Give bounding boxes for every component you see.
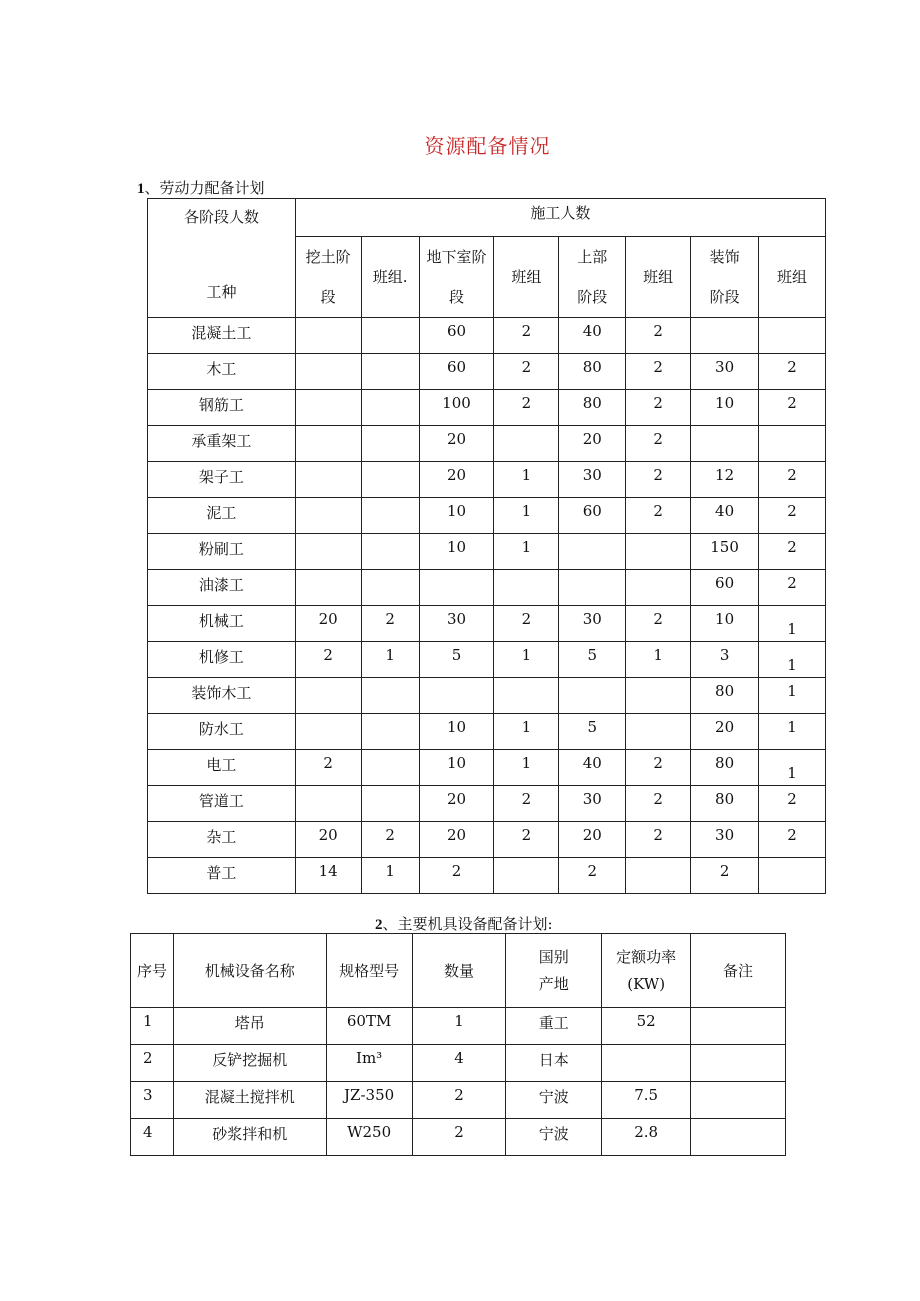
equipment-origin: 宁波 xyxy=(506,1119,602,1156)
table-row xyxy=(148,642,826,678)
table-cell xyxy=(295,534,361,570)
table-cell xyxy=(494,570,559,606)
table-cell: 5 xyxy=(559,714,626,750)
section-label: 、主要机具设备配备计划: xyxy=(382,915,553,933)
table-row xyxy=(148,498,826,534)
table-cell: 1 xyxy=(494,642,559,678)
equipment-remark xyxy=(691,1119,786,1156)
table-cell: 10 xyxy=(419,534,494,570)
table-cell: 2 xyxy=(691,858,759,894)
table-cell: 2 xyxy=(494,354,559,390)
table-cell: 80 xyxy=(691,750,759,786)
table-cell: 2 xyxy=(361,606,419,642)
table-cell: 2 xyxy=(494,318,559,354)
table-cell: 2 xyxy=(759,822,826,858)
table-cell xyxy=(759,426,826,462)
table-cell: 1 xyxy=(361,642,419,678)
table-cell: 2 xyxy=(759,390,826,426)
stage-header xyxy=(361,237,419,318)
equipment-name: 砂浆拌和机 xyxy=(173,1119,326,1156)
table-cell: 20 xyxy=(559,822,626,858)
table-cell: 20 xyxy=(419,786,494,822)
equipment-qty: 1 xyxy=(412,1008,506,1045)
table-cell: 10 xyxy=(419,750,494,786)
stage-header xyxy=(759,237,826,318)
equipment-no: 1 xyxy=(131,1008,174,1045)
section-label: 、劳动力配备计划 xyxy=(144,179,265,197)
table-cell: 2 xyxy=(626,822,691,858)
table-cell: 2 xyxy=(759,498,826,534)
table-cell xyxy=(361,354,419,390)
stage-header-line2: 阶段 xyxy=(577,288,608,306)
table-cell: 12 xyxy=(691,462,759,498)
equipment-power xyxy=(602,1045,691,1082)
table-cell: 2 xyxy=(759,570,826,606)
table-cell: 2 xyxy=(559,858,626,894)
equipment-qty: 2 xyxy=(412,1082,506,1119)
equipment-name: 反铲挖掘机 xyxy=(173,1045,326,1082)
stage-header xyxy=(691,237,759,318)
corner-top-label: 各阶段人数 xyxy=(183,208,259,226)
table-cell xyxy=(494,426,559,462)
table-cell: 2 xyxy=(626,426,691,462)
stage-header-line1: 装饰 xyxy=(709,248,740,266)
table-cell: 1 xyxy=(759,750,826,786)
table-cell: 5 xyxy=(419,642,494,678)
trade-name: 机修工 xyxy=(148,642,296,678)
table-cell xyxy=(626,534,691,570)
table-cell xyxy=(559,570,626,606)
table-cell xyxy=(494,858,559,894)
trade-name: 木工 xyxy=(148,354,296,390)
table-row xyxy=(148,570,826,606)
table-cell: 60 xyxy=(559,498,626,534)
table-cell xyxy=(494,678,559,714)
table-row xyxy=(148,822,826,858)
table-cell xyxy=(295,426,361,462)
section-number: 2 xyxy=(375,917,383,933)
table-row xyxy=(131,1045,786,1082)
table-cell: 2 xyxy=(626,786,691,822)
table-row xyxy=(148,786,826,822)
equipment-power: 2.8 xyxy=(602,1119,691,1156)
table-cell: 2 xyxy=(361,822,419,858)
table-cell xyxy=(759,858,826,894)
table-cell: 40 xyxy=(559,750,626,786)
table-cell: 2 xyxy=(626,606,691,642)
equipment-origin: 宁波 xyxy=(506,1082,602,1119)
table-cell: 10 xyxy=(691,390,759,426)
equipment-remark xyxy=(691,1082,786,1119)
table-cell: 2 xyxy=(626,318,691,354)
table-cell: 3 xyxy=(691,642,759,678)
section-number: 1 xyxy=(137,181,145,197)
table-cell: 2 xyxy=(295,750,361,786)
table-cell: 2 xyxy=(626,354,691,390)
table-cell xyxy=(295,390,361,426)
trade-name: 装饰木工 xyxy=(148,678,296,714)
equipment-model: JZ-350 xyxy=(326,1082,412,1119)
stage-header xyxy=(419,237,494,318)
equipment-model: 60TM xyxy=(326,1008,412,1045)
table-cell: 20 xyxy=(419,426,494,462)
stage-header xyxy=(626,237,691,318)
equipment-origin: 日本 xyxy=(506,1045,602,1082)
trade-name: 泥工 xyxy=(148,498,296,534)
stage-header-line2: 段 xyxy=(448,288,464,306)
stage-header-line1: 上部 xyxy=(577,248,608,266)
table-cell xyxy=(361,786,419,822)
table-cell: 20 xyxy=(295,606,361,642)
table-row xyxy=(131,1082,786,1119)
equipment-name: 混凝土搅拌机 xyxy=(173,1082,326,1119)
table-cell: 20 xyxy=(691,714,759,750)
table-cell: 1 xyxy=(494,534,559,570)
table-cell xyxy=(626,678,691,714)
trade-name: 电工 xyxy=(148,750,296,786)
table-cell: 14 xyxy=(295,858,361,894)
table-cell xyxy=(295,570,361,606)
table-cell: 30 xyxy=(691,822,759,858)
trade-name: 杂工 xyxy=(148,822,296,858)
table-cell xyxy=(361,750,419,786)
equipment-name: 塔吊 xyxy=(173,1008,326,1045)
table-cell: 20 xyxy=(419,462,494,498)
table-cell xyxy=(691,426,759,462)
table-cell: 1 xyxy=(494,498,559,534)
table-cell xyxy=(361,318,419,354)
table-cell: 1 xyxy=(759,714,826,750)
stage-header-line1: 班组. xyxy=(372,268,408,286)
table-cell: 2 xyxy=(759,462,826,498)
table-cell: 10 xyxy=(419,714,494,750)
table-cell: 2 xyxy=(494,606,559,642)
table-cell: 1 xyxy=(494,462,559,498)
corner-header-cell xyxy=(148,199,296,318)
header-origin xyxy=(506,934,602,1008)
table-cell: 2 xyxy=(626,390,691,426)
table-cell: 100 xyxy=(419,390,494,426)
table-cell xyxy=(295,318,361,354)
group-header: 施工人数 xyxy=(295,199,825,237)
table-row xyxy=(131,1008,786,1045)
equipment-power: 52 xyxy=(602,1008,691,1045)
table-cell: 40 xyxy=(691,498,759,534)
trade-name: 防水工 xyxy=(148,714,296,750)
table-cell: 1 xyxy=(759,642,826,678)
header-power xyxy=(602,934,691,1008)
table-cell xyxy=(559,678,626,714)
table-cell: 30 xyxy=(559,786,626,822)
trade-name: 承重架工 xyxy=(148,426,296,462)
table-cell: 2 xyxy=(626,498,691,534)
table-cell xyxy=(626,858,691,894)
stage-header-line1: 地下室阶 xyxy=(426,248,487,266)
table-cell xyxy=(759,318,826,354)
header-no: 序号 xyxy=(131,934,174,1008)
table-cell xyxy=(361,678,419,714)
table-cell: 60 xyxy=(691,570,759,606)
table-cell: 40 xyxy=(559,318,626,354)
table-cell: 20 xyxy=(419,822,494,858)
table-cell: 10 xyxy=(419,498,494,534)
table-cell: 1 xyxy=(626,642,691,678)
table-cell: 2 xyxy=(419,858,494,894)
table-cell: 1 xyxy=(494,750,559,786)
equipment-no: 4 xyxy=(131,1119,174,1156)
equipment-remark xyxy=(691,1045,786,1082)
table-cell xyxy=(295,714,361,750)
stage-header-line1: 班组 xyxy=(511,268,542,286)
table-cell xyxy=(626,570,691,606)
table-cell: 30 xyxy=(419,606,494,642)
page-title: 资源配备情况 xyxy=(424,134,551,158)
table-row xyxy=(148,390,826,426)
table-cell xyxy=(361,390,419,426)
table-cell: 2 xyxy=(626,462,691,498)
table-cell: 2 xyxy=(626,750,691,786)
trade-name: 架子工 xyxy=(148,462,296,498)
table-cell: 20 xyxy=(295,822,361,858)
stage-header xyxy=(295,237,361,318)
header-remark: 备注 xyxy=(691,934,786,1008)
stage-header-line2: 阶段 xyxy=(709,288,740,306)
table-row xyxy=(148,534,826,570)
trade-name: 混凝土工 xyxy=(148,318,296,354)
trade-name: 管道工 xyxy=(148,786,296,822)
table-cell xyxy=(361,498,419,534)
trade-name: 粉刷工 xyxy=(148,534,296,570)
table-cell: 2 xyxy=(759,786,826,822)
table-cell xyxy=(295,498,361,534)
table-cell: 30 xyxy=(559,606,626,642)
equipment-table xyxy=(130,933,786,1156)
table-cell: 2 xyxy=(759,534,826,570)
stage-header-line1: 班组 xyxy=(643,268,674,286)
table-cell: 1 xyxy=(759,606,826,642)
table-cell xyxy=(361,534,419,570)
stage-header-line1: 挖土阶 xyxy=(305,248,351,266)
header-power-line2: (KW) xyxy=(627,974,666,993)
table-cell xyxy=(295,786,361,822)
table-row xyxy=(148,714,826,750)
table-cell: 30 xyxy=(691,354,759,390)
equipment-no: 2 xyxy=(131,1045,174,1082)
stage-header xyxy=(494,237,559,318)
header-qty: 数量 xyxy=(412,934,506,1008)
table-cell: 80 xyxy=(559,390,626,426)
equipment-no: 3 xyxy=(131,1082,174,1119)
labor-table xyxy=(147,198,826,894)
table-cell: 60 xyxy=(419,354,494,390)
table-cell xyxy=(295,678,361,714)
table-row xyxy=(148,678,826,714)
table-cell xyxy=(626,714,691,750)
table-cell xyxy=(361,462,419,498)
table-row xyxy=(148,426,826,462)
table-cell: 20 xyxy=(559,426,626,462)
stage-header xyxy=(559,237,626,318)
equipment-origin: 重工 xyxy=(506,1008,602,1045)
table-cell: 1 xyxy=(361,858,419,894)
table-cell xyxy=(361,714,419,750)
section-heading-equipment xyxy=(375,913,553,934)
table-cell: 5 xyxy=(559,642,626,678)
table-cell xyxy=(361,426,419,462)
stage-header-line2: 段 xyxy=(320,288,336,306)
table-cell: 2 xyxy=(494,390,559,426)
header-name: 机械设备名称 xyxy=(173,934,326,1008)
header-origin-line2: 产地 xyxy=(538,974,569,993)
trade-name: 机械工 xyxy=(148,606,296,642)
stage-header-line1: 班组 xyxy=(777,268,808,286)
table-row xyxy=(131,1119,786,1156)
table-row xyxy=(148,462,826,498)
section-heading-labor xyxy=(137,177,265,198)
trade-name: 普工 xyxy=(148,858,296,894)
table-row xyxy=(148,606,826,642)
table-cell: 150 xyxy=(691,534,759,570)
table-row xyxy=(148,750,826,786)
table-cell xyxy=(419,678,494,714)
header-power-line1: 定额功率 xyxy=(616,947,677,966)
table-row xyxy=(148,858,826,894)
table-cell: 2 xyxy=(295,642,361,678)
table-cell: 80 xyxy=(691,678,759,714)
equipment-model: Im³ xyxy=(326,1045,412,1082)
table-cell: 2 xyxy=(494,786,559,822)
table-cell xyxy=(691,318,759,354)
table-cell xyxy=(419,570,494,606)
table-cell: 80 xyxy=(691,786,759,822)
corner-bottom-label: 工种 xyxy=(206,283,237,301)
table-cell xyxy=(295,354,361,390)
table-cell: 2 xyxy=(494,822,559,858)
equipment-qty: 2 xyxy=(412,1119,506,1156)
table-cell: 1 xyxy=(759,678,826,714)
table-row xyxy=(148,318,826,354)
table-cell: 1 xyxy=(494,714,559,750)
equipment-power: 7.5 xyxy=(602,1082,691,1119)
table-cell: 80 xyxy=(559,354,626,390)
table-cell xyxy=(559,534,626,570)
table-cell xyxy=(295,462,361,498)
header-model: 规格型号 xyxy=(326,934,412,1008)
table-row xyxy=(148,354,826,390)
table-cell: 10 xyxy=(691,606,759,642)
equipment-model: W250 xyxy=(326,1119,412,1156)
table-cell: 60 xyxy=(419,318,494,354)
equipment-remark xyxy=(691,1008,786,1045)
table-cell: 2 xyxy=(759,354,826,390)
trade-name: 钢筋工 xyxy=(148,390,296,426)
table-cell: 30 xyxy=(559,462,626,498)
equipment-qty: 4 xyxy=(412,1045,506,1082)
trade-name: 油漆工 xyxy=(148,570,296,606)
header-origin-line1: 国别 xyxy=(538,947,569,966)
table-cell xyxy=(361,570,419,606)
